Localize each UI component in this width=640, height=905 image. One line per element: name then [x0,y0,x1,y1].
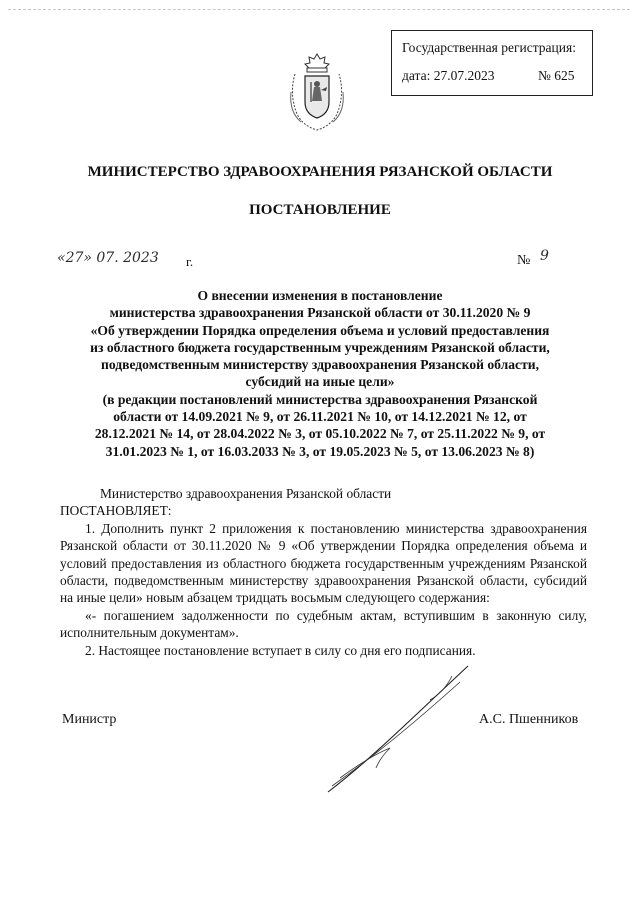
registration-date: дата: 27.07.2023 [402,68,495,83]
registration-number: № 625 [538,68,575,83]
title-line: области от 14.09.2021 № 9, от 26.11.2021 № 10, от 14.12.2021 № 12, от [113,409,527,425]
signatory-name: А.С. Пшенников [479,712,579,727]
date-year-suffix: г. [186,254,194,269]
title-line: (в редакции постановлений министерства здравоохранения Рязанской [102,391,538,407]
title-line: 28.12.2021 № 14, от 28.04.2022 № 3, от 05.10.2022 № 7, от 25.11.2022 № 9, от [94,426,546,442]
title-line: министерства здравоохранения Рязанской области от 30.11.2020 № 9 [109,305,531,321]
document-type-heading: ПОСТАНОВЛЕНИЕ [249,202,391,218]
handwritten-document-number: 9 [540,248,549,264]
body-item-2: 2. Настоящее постановление вступает в силу со дня его подписания. [85,642,476,658]
body-item-1: 1. Дополнить пункт 2 приложения к постановлению министерства здравоохранения Рязанской области от 30.11.2020 № 9 «Об утверждении Порядка определения объема и условий предоставления из областного бюджета государственным учреждениям Рязанской области, подведомственным министерству здравоохранения Рязанской области, субсидий на иные цели» новым абзацем тридцать восьмым следующего содержания: [60,520,587,606]
body-resolves: ПОСТАНОВЛЯЕТ: [60,503,172,519]
document-body [60,485,587,659]
ministry-heading: МИНИСТЕРСТВО ЗДРАВООХРАНЕНИЯ РЯЗАНСКОЙ ОБЛАСТИ [87,164,553,180]
registration-stamp [391,30,593,96]
document-number-label: № [517,253,531,268]
body-intro: Министерство здравоохранения Рязанской области [100,486,392,501]
handwritten-date: «27» 07. 2023 [57,250,159,266]
handwritten-signature-icon [310,660,480,800]
title-line: субсидий на иные цели» [245,374,395,390]
ryazan-coat-of-arms-icon [287,52,347,132]
document-title [40,287,600,460]
title-line: 31.01.2023 № 1, от 16.03.2033 № 3, от 19.05.2023 № 5, от 13.06.2023 № 8) [105,443,535,459]
title-line: из областного бюджета государственным учреждениям Рязанской области, [90,339,550,355]
signatory-role: Министр [62,712,117,727]
title-line: «Об утверждении Порядка определения объема и условий предоставления [90,322,550,338]
body-quote: «- погашением задолженности по судебным актам, вступившим в законную силу, исполнительным документам». [60,607,587,641]
title-line: подведомственным министерству здравоохранения Рязанской области, [101,357,539,373]
registration-title: Государственная регистрация: [402,40,576,55]
title-line: О внесении изменения в постановление [197,288,443,303]
scan-edge-line [8,9,630,10]
